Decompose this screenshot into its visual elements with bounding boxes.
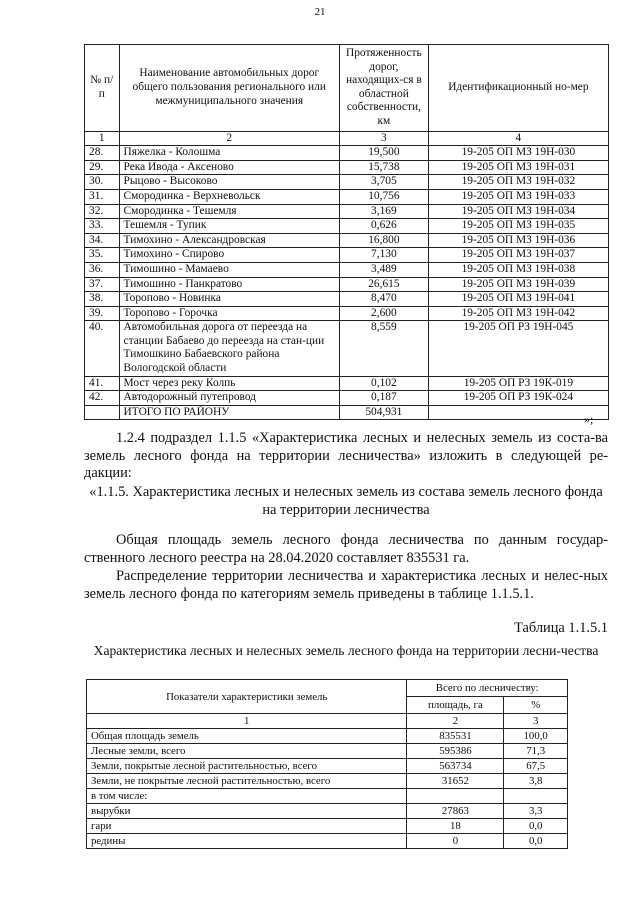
amendment-paragraph: 1.2.4 подраздел 1.1.5 «Характеристика лесных и нелесных земель из соста-ва земель лесного фонда на территории лесничества» изложить в следующей ре-дакции: — [84, 430, 608, 481]
road-name: Смородинка - Тешемля — [119, 204, 339, 219]
column-index: 1 — [87, 714, 407, 729]
road-length: 7,130 — [339, 248, 428, 263]
road-id: 19-205 ОП РЗ 19К-019 — [428, 376, 608, 391]
road-number: 29. — [85, 160, 120, 175]
total-no-cell — [85, 405, 120, 420]
road-name: Торопово - Новинка — [119, 292, 339, 307]
road-id: 19-205 ОП РЗ 19К-024 — [428, 391, 608, 406]
road-id: 19-205 ОП МЗ 19Н-034 — [428, 204, 608, 219]
land-row — [87, 774, 568, 789]
closing-quote: »; — [584, 412, 594, 426]
land-area: 31652 — [407, 774, 504, 789]
road-row — [85, 376, 609, 391]
land-area: 0 — [407, 834, 504, 849]
road-length: 3,489 — [339, 262, 428, 277]
road-number: 32. — [85, 204, 120, 219]
land-percent: 3,3 — [504, 804, 568, 819]
road-id: 19-205 ОП МЗ 19Н-031 — [428, 160, 608, 175]
land-row — [87, 789, 568, 804]
road-number: 35. — [85, 248, 120, 263]
road-name: Автодорожный путепровод — [119, 391, 339, 406]
road-name: Тешемля - Тупик — [119, 219, 339, 234]
road-row — [85, 175, 609, 190]
road-length: 2,600 — [339, 306, 428, 321]
land-category: Земли, покрытые лесной растительностью, всего — [87, 759, 407, 774]
column-index: 3 — [504, 714, 568, 729]
total-row — [85, 405, 609, 420]
road-id: 19-205 ОП МЗ 19Н-033 — [428, 189, 608, 204]
land-row — [87, 834, 568, 849]
road-number: 30. — [85, 175, 120, 190]
road-name: Мост через реку Колпь — [119, 376, 339, 391]
land-row — [87, 804, 568, 819]
road-row — [85, 189, 609, 204]
road-row — [85, 262, 609, 277]
section-title: «1.1.5. Характеристика лесных и нелесных земель из состава земель лесного фонда на территории лесничества — [89, 484, 603, 518]
road-length: 16,800 — [339, 233, 428, 248]
column-index: 3 — [339, 131, 428, 146]
road-row — [85, 306, 609, 321]
road-id: 19-205 ОП МЗ 19Н-041 — [428, 292, 608, 307]
distribution-paragraph: Распределение территории лесничества и характеристика лесных и нелес-ных земель лесного фонда по категориям земель приведены в таблице 1.1.5.1. — [84, 568, 608, 602]
header-area: площадь, га — [407, 697, 504, 714]
land-percent — [504, 789, 568, 804]
page-number: 21 — [314, 6, 326, 18]
header-length: Протяженность дорог, находящих-ся в областной собственности, км — [339, 45, 428, 132]
road-name: Река Ивода - Аксеново — [119, 160, 339, 175]
total-label: ИТОГО ПО РАЙОНУ — [119, 405, 339, 420]
road-length: 15,738 — [339, 160, 428, 175]
land-percent: 0,0 — [504, 819, 568, 834]
column-index: 1 — [85, 131, 120, 146]
land-category: Общая площадь земель — [87, 729, 407, 744]
road-name: Рыцово - Высоково — [119, 175, 339, 190]
land-percent: 100,0 — [504, 729, 568, 744]
road-length: 19,500 — [339, 146, 428, 161]
column-index-row — [85, 131, 609, 146]
road-id: 19-205 ОП МЗ 19Н-036 — [428, 233, 608, 248]
road-number: 33. — [85, 219, 120, 234]
land-area: 835531 — [407, 729, 504, 744]
road-number: 28. — [85, 146, 120, 161]
road-name: Тимошино - Панкратово — [119, 277, 339, 292]
road-number: 34. — [85, 233, 120, 248]
road-row — [85, 160, 609, 175]
header-total: Всего по лесничеству: — [407, 680, 568, 697]
header-percent: % — [504, 697, 568, 714]
total-id-cell — [428, 405, 608, 420]
road-row — [85, 204, 609, 219]
table-caption: Характеристика лесных и нелесных земель лесного фонда на территории лесни-чества — [93, 643, 599, 658]
land-area: 27863 — [407, 804, 504, 819]
land-category: в том числе: — [87, 789, 407, 804]
road-row — [85, 219, 609, 234]
road-name: Тимохино - Спирово — [119, 248, 339, 263]
total-length: 504,931 — [339, 405, 428, 420]
header-no: № п/п — [85, 45, 120, 132]
road-length: 0,102 — [339, 376, 428, 391]
road-row — [85, 146, 609, 161]
column-index: 2 — [407, 714, 504, 729]
road-id: 19-205 ОП МЗ 19Н-039 — [428, 277, 608, 292]
land-percent: 67,5 — [504, 759, 568, 774]
header-id: Идентификационный но-мер — [428, 45, 608, 132]
road-row — [85, 248, 609, 263]
road-row — [85, 292, 609, 307]
road-length: 0,626 — [339, 219, 428, 234]
land-row — [87, 744, 568, 759]
road-number: 42. — [85, 391, 120, 406]
land-area: 18 — [407, 819, 504, 834]
road-length: 0,187 — [339, 391, 428, 406]
road-length: 3,169 — [339, 204, 428, 219]
land-category: вырубки — [87, 804, 407, 819]
road-name: Торопово - Горочка — [119, 306, 339, 321]
column-index: 2 — [119, 131, 339, 146]
road-length: 8,559 — [339, 321, 428, 376]
land-area: 595386 — [407, 744, 504, 759]
land-category: редины — [87, 834, 407, 849]
land-row — [87, 759, 568, 774]
road-id: 19-205 ОП РЗ 19Н-045 — [428, 321, 608, 376]
road-id: 19-205 ОП МЗ 19Н-037 — [428, 248, 608, 263]
land-category: гари — [87, 819, 407, 834]
total-area-paragraph: Общая площадь земель лесного фонда лесничества по данным государ-ственного лесного реестра на 28.04.2020 составляет 835531 га. — [84, 532, 608, 566]
road-length: 10,756 — [339, 189, 428, 204]
road-name: Автомобильная дорога от переезда на станции Бабаево до переезда на стан-ции Тимошкино Бабаевского района Вологодской области — [119, 321, 339, 376]
land-percent: 3,8 — [504, 774, 568, 789]
road-number: 39. — [85, 306, 120, 321]
land-percent: 0,0 — [504, 834, 568, 849]
land-area: 563734 — [407, 759, 504, 774]
road-number: 37. — [85, 277, 120, 292]
roads-table — [84, 44, 609, 420]
land-category: Земли, не покрытые лесной растительностью, всего — [87, 774, 407, 789]
land-area — [407, 789, 504, 804]
road-length: 3,705 — [339, 175, 428, 190]
column-index: 4 — [428, 131, 608, 146]
road-number: 40. — [85, 321, 120, 376]
land-category: Лесные земли, всего — [87, 744, 407, 759]
road-id: 19-205 ОП МЗ 19Н-038 — [428, 262, 608, 277]
road-number: 36. — [85, 262, 120, 277]
road-number: 38. — [85, 292, 120, 307]
road-number: 41. — [85, 376, 120, 391]
road-length: 8,470 — [339, 292, 428, 307]
header-indicator: Показатели характеристики земель — [87, 680, 407, 714]
column-index-row — [87, 714, 568, 729]
road-name: Тимохино - Александровская — [119, 233, 339, 248]
land-table — [86, 679, 568, 849]
road-row — [85, 321, 609, 376]
road-id: 19-205 ОП МЗ 19Н-030 — [428, 146, 608, 161]
land-percent: 71,3 — [504, 744, 568, 759]
road-id: 19-205 ОП МЗ 19Н-032 — [428, 175, 608, 190]
road-id: 19-205 ОП МЗ 19Н-042 — [428, 306, 608, 321]
road-row — [85, 277, 609, 292]
land-row — [87, 729, 568, 744]
table-label: Таблица 1.1.5.1 — [514, 620, 608, 636]
road-length: 26,615 — [339, 277, 428, 292]
road-name: Пяжелка - Колошма — [119, 146, 339, 161]
header-road-name: Наименование автомобильных дорог общего пользования регионального или межмуниципального значения — [119, 45, 339, 132]
road-number: 31. — [85, 189, 120, 204]
road-name: Смородинка - Верхневольск — [119, 189, 339, 204]
road-row — [85, 391, 609, 406]
land-row — [87, 819, 568, 834]
road-row — [85, 233, 609, 248]
road-id: 19-205 ОП МЗ 19Н-035 — [428, 219, 608, 234]
road-name: Тимошино - Мамаево — [119, 262, 339, 277]
